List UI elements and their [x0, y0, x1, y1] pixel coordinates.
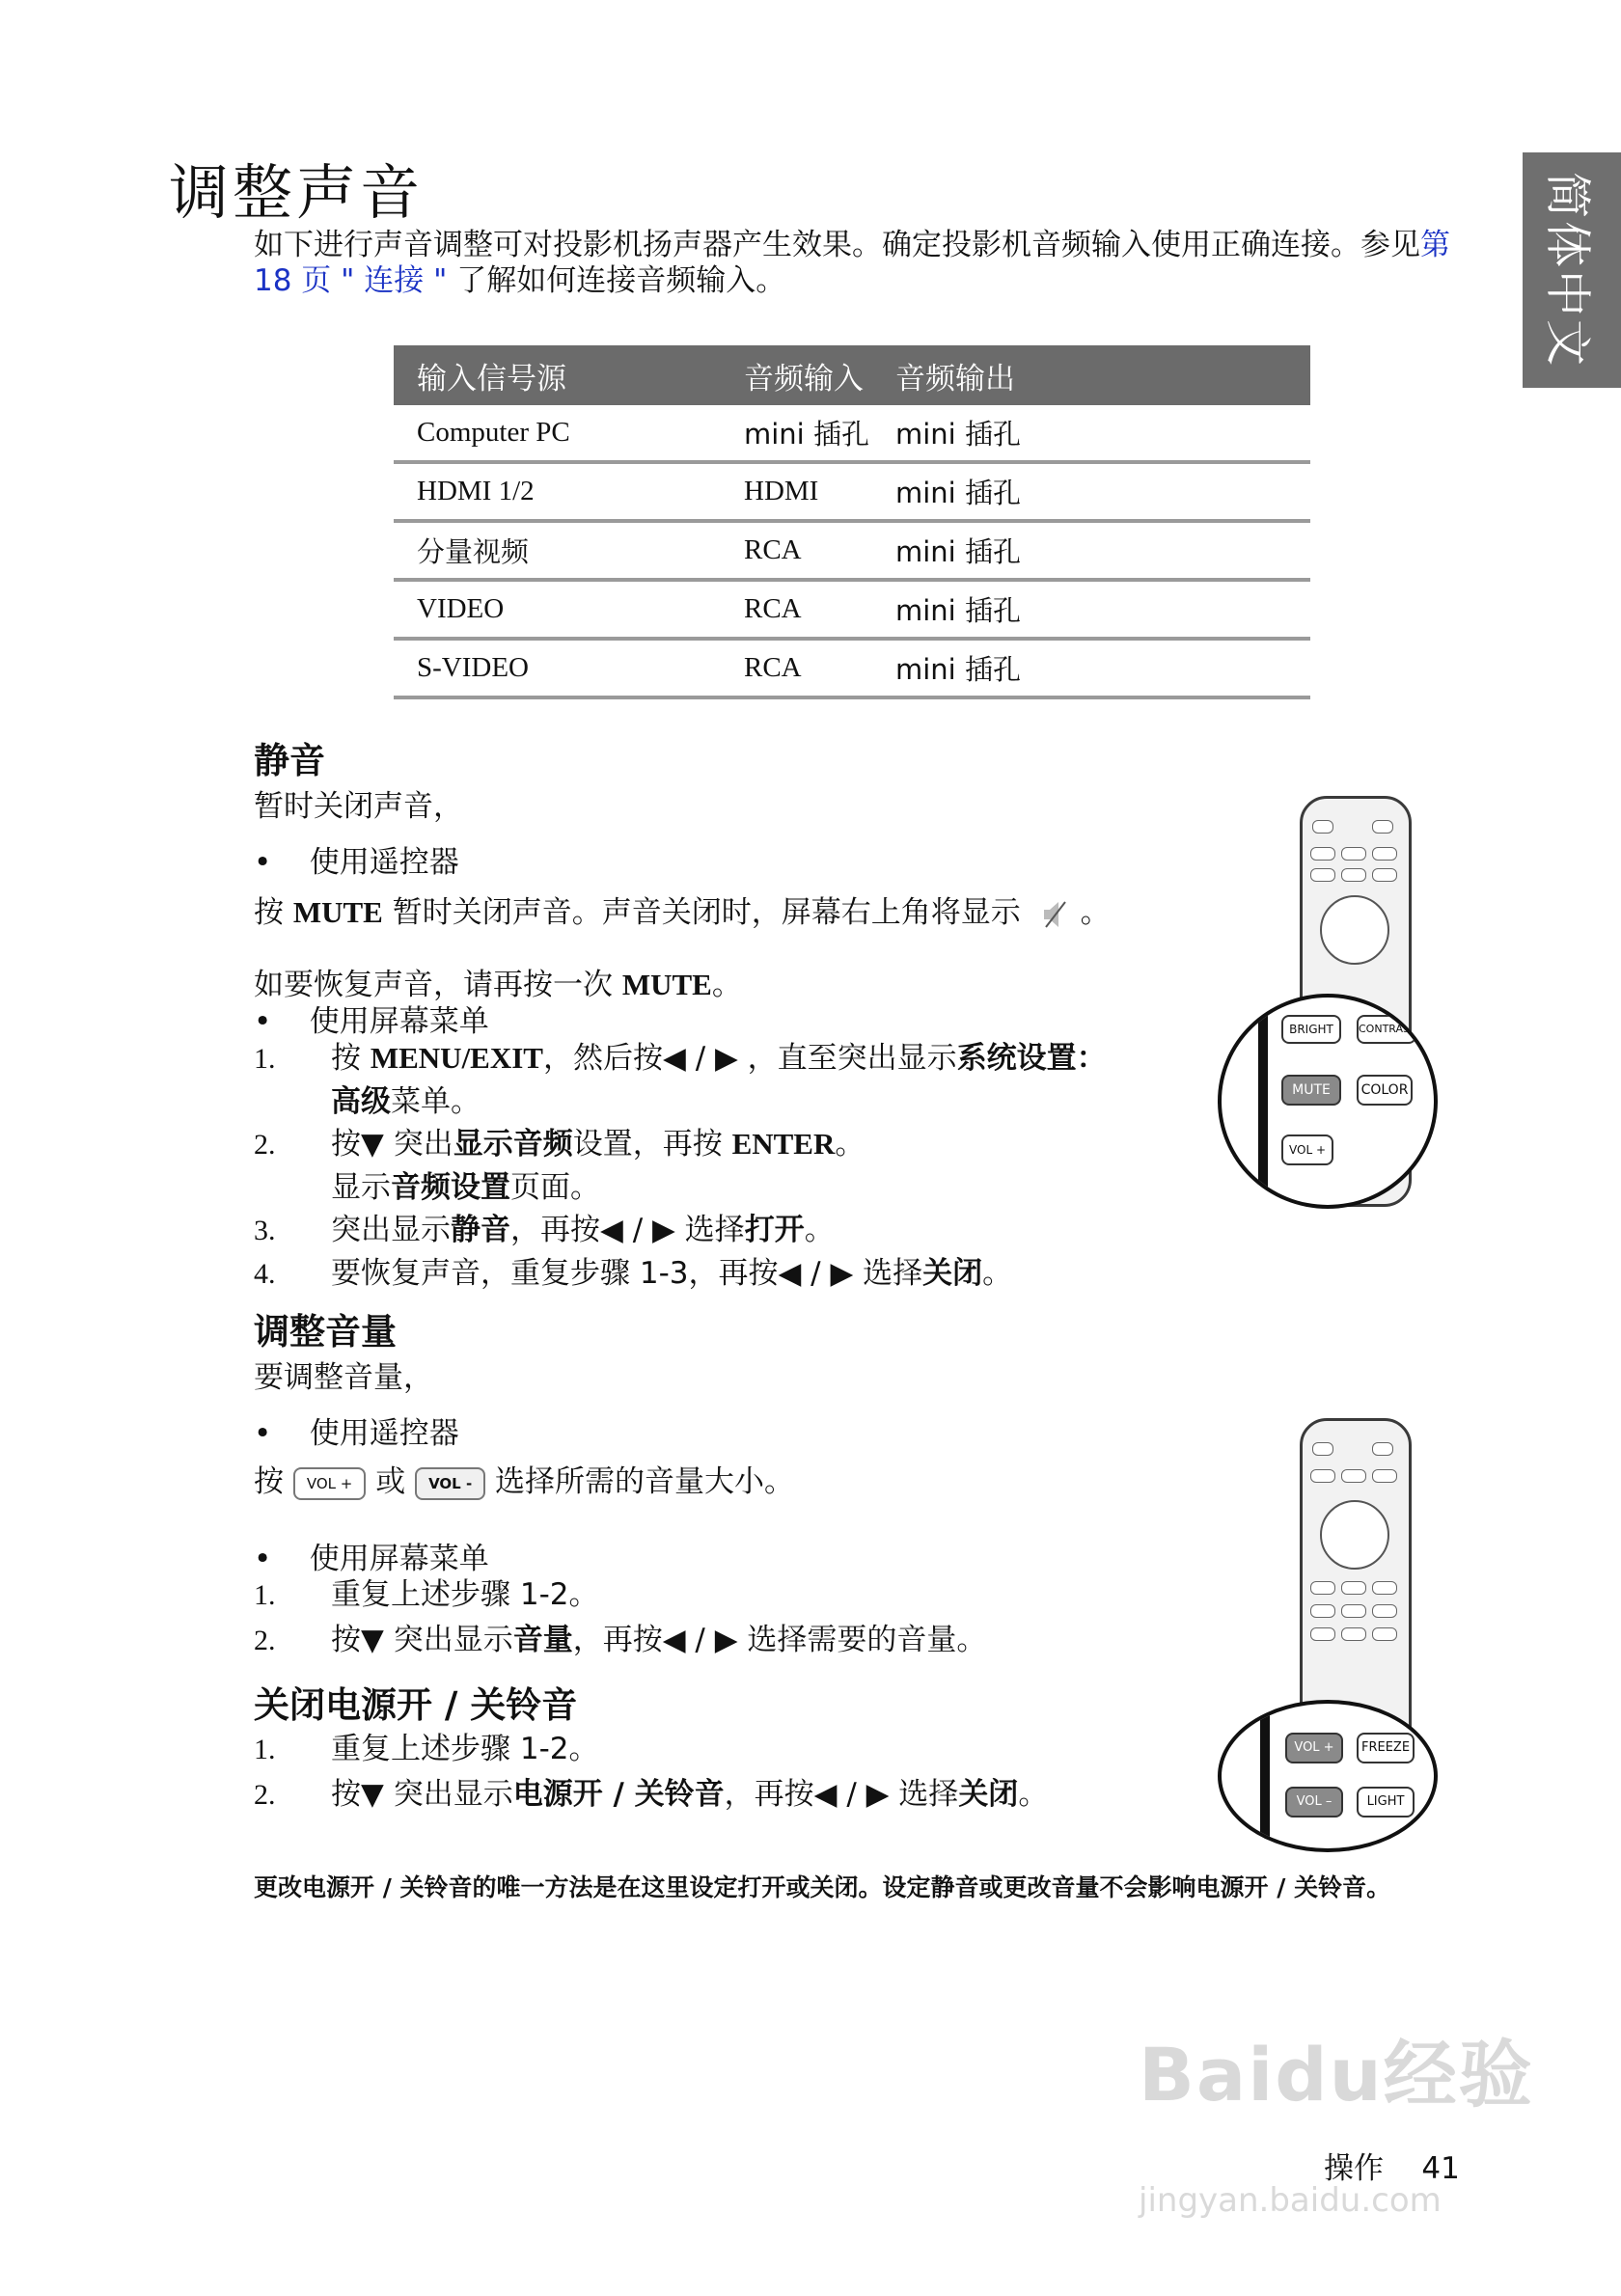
table-cell: mini 插孔 [721, 405, 872, 462]
intro-text: 如下进行声音调整可对投影机扬声器产生效果。确定投影机音频输入使用正确连接。参见 [254, 228, 1420, 262]
mute-restore: 如要恢复声音，请再按一次 MUTE。 [254, 968, 742, 1002]
light-button: LIGHT [1357, 1787, 1415, 1818]
remote-zoom-volume [1218, 1700, 1438, 1852]
step-item: 2. 按▼ 突出显示电源开 / 关铃音，再按◀ / ▶ 选择关闭。 [254, 1777, 1049, 1812]
power-on-button-icon [1312, 1442, 1333, 1456]
vol-plus-button: VOL + [1285, 1733, 1343, 1763]
note-paragraph: 更改电源开 / 关铃音的唯一方法是在这里设定打开或关闭。设定静音或更改音量不会影响电源开 / 关铃音。 [254, 1873, 1391, 1901]
mute-button-icon [1310, 1627, 1335, 1641]
table-cell: VIDEO [394, 580, 721, 639]
power-off-button-icon [1372, 1442, 1393, 1456]
table-row [394, 462, 1310, 521]
table-cell: mini 插孔 [872, 405, 1310, 462]
tint-button-icon [1372, 1627, 1397, 1641]
comp-button-icon [1310, 1469, 1335, 1483]
volume-desc: 要调整音量， [254, 1360, 433, 1395]
language-tab[interactable] [1523, 152, 1621, 388]
footer-section: 操作 [1324, 2151, 1384, 2186]
table-cell: RCA [721, 639, 872, 697]
vol-plus-button: VOL + [1281, 1134, 1333, 1165]
vol-minus-button: VOL – [1285, 1787, 1343, 1818]
table-header: 音频输出 [872, 345, 1310, 405]
mute-steps [254, 1037, 1180, 1296]
bullet-osd: • 使用屏幕菜单 [254, 1542, 489, 1576]
table-header: 音频输入 [721, 345, 872, 405]
dpad-icon [1320, 1500, 1389, 1570]
hdmi2-button-icon [1341, 868, 1366, 882]
mute-heading: 静音 [254, 740, 325, 781]
table-cell: mini 插孔 [872, 521, 1310, 580]
table-cell: mini 插孔 [872, 639, 1310, 697]
step-item: 2. 按▼ 突出显示音量，再按◀ / ▶ 选择需要的音量。 [254, 1623, 987, 1657]
step-item: 3. 突出显示静音，再按◀ / ▶ 选择打开。 [254, 1213, 835, 1247]
volume-heading: 调整音量 [254, 1311, 397, 1353]
freeze-button: FREEZE [1357, 1733, 1415, 1763]
hdmi1-button-icon [1310, 868, 1335, 882]
contrast-button: CONTRAST [1357, 1015, 1416, 1044]
bright-button: BRIGHT [1281, 1015, 1341, 1044]
usb3-button-icon [1372, 1581, 1397, 1595]
table-cell: HDMI 1/2 [394, 462, 721, 521]
table-cell: mini 插孔 [872, 580, 1310, 639]
intro-text-end: 了解如何连接音频输入。 [447, 263, 786, 298]
intro-paragraph [254, 228, 1450, 299]
bullet-remote: • 使用遥控器 [254, 1416, 459, 1451]
page-number: 41 [1421, 2151, 1460, 2186]
bright-button-icon [1310, 1604, 1335, 1618]
audio-table [394, 345, 1310, 699]
dpad-icon [1320, 895, 1389, 965]
table-row [394, 639, 1310, 697]
vol-minus-key: VOL - [415, 1467, 485, 1500]
language-tab-label: 简体中文 [1540, 171, 1595, 369]
power-off-button-icon [1372, 820, 1393, 834]
pc-button-icon [1372, 868, 1397, 882]
color-button: COLOR [1357, 1075, 1413, 1106]
step-item: 1. 重复上述步骤 1-2。 [254, 1577, 599, 1612]
comp-button-icon [1310, 847, 1335, 861]
bullet-remote: • 使用遥控器 [254, 845, 459, 880]
usb2-button-icon [1341, 1581, 1366, 1595]
baidu-watermark [1139, 2016, 1534, 2220]
step-item-cont: 高级菜单。 [331, 1084, 481, 1119]
contrast-button-icon [1341, 1604, 1366, 1618]
watermark-url: jingyan.baidu.com [1139, 2181, 1442, 2220]
remote-illustration-volume [1218, 1418, 1430, 1850]
svideo-button-icon [1372, 1469, 1397, 1483]
muted-speaker-icon [1036, 898, 1075, 931]
baidu-logo: Baidu经验 [1139, 2032, 1534, 2118]
smart-button-icon [1372, 1604, 1397, 1618]
table-header: 输入信号源 [394, 345, 721, 405]
connection-link[interactable]: 第 18 页 " 连接 " [254, 228, 1450, 298]
volume-steps [254, 1572, 1180, 1663]
step-item: 4. 要恢复声音，重复步骤 1-3，再按◀ / ▶ 选择关闭。 [254, 1256, 1013, 1291]
table-row [394, 580, 1310, 639]
mute-desc: 暂时关闭声音， [254, 789, 463, 824]
volume-remote-instruction: 按 VOL + 或 VOL - 选择所需的音量大小。 [254, 1464, 795, 1499]
vol-plus-key: VOL + [293, 1467, 367, 1500]
step-item: 2. 按▼ 突出显示音频设置，再按 ENTER。 [254, 1127, 865, 1162]
table-cell: RCA [721, 521, 872, 580]
remote-zoom-mute [1218, 994, 1438, 1209]
power-heading: 关闭电源开 / 关铃音 [254, 1684, 578, 1726]
table-header-row [394, 345, 1310, 405]
table-cell: Computer PC [394, 405, 721, 462]
power-steps [254, 1727, 1180, 1818]
table-row [394, 405, 1310, 462]
mute-button: MUTE [1281, 1075, 1341, 1106]
video-button-icon [1341, 1469, 1366, 1483]
step-item-cont: 显示音频设置页面。 [331, 1170, 600, 1205]
table-cell: HDMI [721, 462, 872, 521]
svideo-button-icon [1372, 847, 1397, 861]
video-button-icon [1341, 847, 1366, 861]
table-cell: S-VIDEO [394, 639, 721, 697]
step-item: 1. 按 MENU/EXIT，然后按◀ / ▶ ，直至突出显示系统设置： [254, 1041, 1107, 1076]
power-on-button-icon [1312, 820, 1333, 834]
mute-remote-instruction: 按 MUTE 暂时关闭声音。声音关闭时，屏幕右上角将显示 。 [254, 895, 1111, 930]
usb1-button-icon [1310, 1581, 1335, 1595]
table-row [394, 521, 1310, 580]
remote-illustration-mute [1218, 796, 1430, 1220]
step-item: 1. 重复上述步骤 1-2。 [254, 1732, 599, 1766]
table-cell: RCA [721, 580, 872, 639]
table-cell: mini 插孔 [872, 462, 1310, 521]
color-button-icon [1341, 1627, 1366, 1641]
table-cell: 分量视频 [394, 521, 721, 580]
page-footer [1324, 2144, 1460, 2187]
bullet-osd: • 使用屏幕菜单 [254, 1004, 489, 1039]
page-title: 调整声音 [169, 157, 425, 228]
